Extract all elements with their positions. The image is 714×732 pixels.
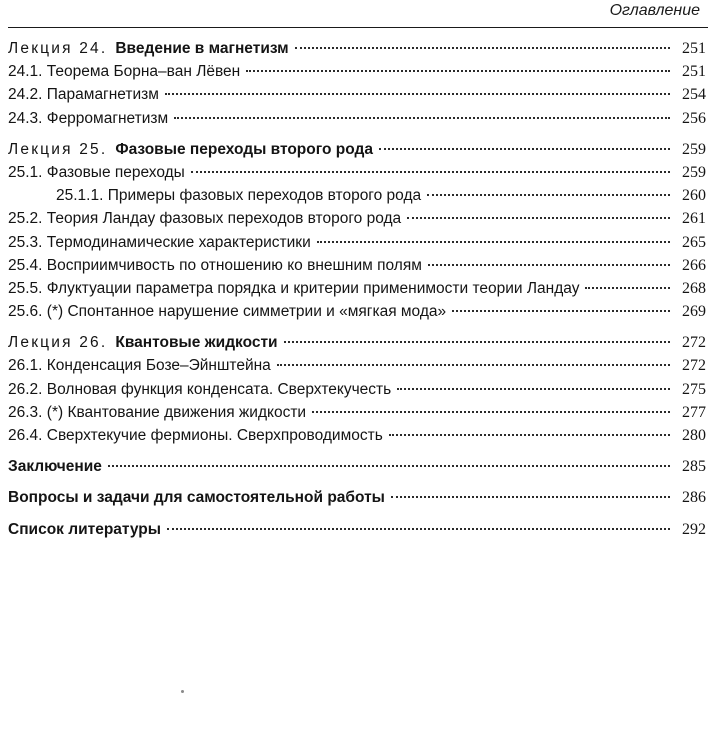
toc-entry-section-24-1[interactable] <box>8 63 706 86</box>
dot-leader <box>379 148 670 150</box>
section-title: 25.3. Термодинамические характеристики <box>8 233 311 251</box>
toc-entry-lecture-25[interactable] <box>8 141 706 164</box>
toc-entry-questions[interactable] <box>8 489 706 512</box>
section-title: 25.5. Флуктуации параметра порядка и критерии применимости теории Ландау <box>8 279 580 297</box>
toc-entry-conclusion[interactable] <box>8 458 706 481</box>
page-number: 280 <box>682 427 706 444</box>
toc-entry-section-25-5[interactable] <box>8 280 706 303</box>
section-title: 26.1. Конденсация Бозе–Эйнштейна <box>8 357 271 375</box>
dot-leader <box>407 217 670 219</box>
page-number: 272 <box>682 334 706 352</box>
toc-entry-section-25-4[interactable] <box>8 257 706 280</box>
page-number: 256 <box>682 109 706 127</box>
page-number: 277 <box>682 403 706 421</box>
toc-entry-section-24-3[interactable] <box>8 110 706 133</box>
toc-entry-lecture-24[interactable] <box>8 40 706 63</box>
lecture-title: Квантовые жидкости <box>115 334 278 352</box>
lecture-heading <box>8 334 278 352</box>
lecture-label: Лекция 26. <box>8 334 108 352</box>
section-title: 25.2. Теория Ландау фазовых переходов второго рода <box>8 210 402 228</box>
header-rule <box>8 27 708 28</box>
dot-leader <box>165 93 670 95</box>
page-number: 275 <box>682 380 706 398</box>
lecture-heading <box>8 40 289 58</box>
dot-leader <box>167 528 670 530</box>
back-matter-title: Вопросы и задачи для самостоятельной работы <box>8 489 385 507</box>
dot-leader <box>246 70 670 72</box>
lecture-label: Лекция 24. <box>8 40 108 57</box>
toc-entry-lecture-26[interactable] <box>8 334 706 357</box>
toc-entry-section-26-4[interactable] <box>8 427 706 450</box>
dot-leader <box>427 194 670 196</box>
dot-leader <box>452 310 670 312</box>
lecture-title: Введение в магнетизм <box>115 40 289 57</box>
section-title: 25.6. (*) Спонтанное нарушение симметрии и «мягкая мода» <box>8 303 447 321</box>
dot-leader <box>174 117 670 119</box>
toc-entry-section-24-2[interactable] <box>8 86 706 109</box>
section-title: 26.2. Волновая функция конденсата. Сверхтекучесть <box>8 380 392 398</box>
toc-entry-section-25-2[interactable] <box>8 210 706 233</box>
page-number: 251 <box>682 63 706 81</box>
page-number: 265 <box>682 233 706 251</box>
page-number: 254 <box>682 86 706 104</box>
toc-entry-section-25-6[interactable] <box>8 303 706 326</box>
page-number: 268 <box>682 279 706 297</box>
page-number: 292 <box>682 520 706 538</box>
toc-entry-section-26-2[interactable] <box>8 381 706 404</box>
section-title: 24.3. Ферромагнетизм <box>8 109 169 127</box>
page-number: 251 <box>682 40 706 57</box>
lecture-title: Фазовые переходы второго рода <box>115 140 373 158</box>
page-number: 285 <box>682 458 706 476</box>
dot-leader <box>312 411 670 413</box>
section-title: 24.2. Парамагнетизм <box>8 86 159 104</box>
subsection-title: 25.1.1. Примеры фазовых переходов второго рода <box>56 187 422 205</box>
section-title: 26.4. Сверхтекучие фермионы. Сверхпроводимость <box>8 427 383 444</box>
paper-speck <box>181 690 184 693</box>
section-title: 24.1. Теорема Борна–ван Лёвен <box>8 63 241 81</box>
dot-leader <box>277 364 670 366</box>
dot-leader <box>108 465 670 467</box>
section-title: 25.1. Фазовые переходы <box>8 163 185 181</box>
toc-entry-bibliography[interactable] <box>8 521 706 544</box>
dot-leader <box>284 341 670 343</box>
page-number: 259 <box>682 140 706 158</box>
lecture-heading <box>8 141 373 159</box>
dot-leader <box>317 241 670 243</box>
page-number: 286 <box>682 489 706 507</box>
back-matter-title: Список литературы <box>8 520 162 538</box>
page-number: 269 <box>682 303 706 321</box>
back-matter-title: Заключение <box>8 458 102 476</box>
dot-leader <box>397 388 670 390</box>
toc-entry-section-25-1[interactable] <box>8 164 706 187</box>
dot-leader <box>391 496 670 498</box>
page-number: 259 <box>682 163 706 181</box>
dot-leader <box>295 47 670 49</box>
running-head: Оглавление <box>609 2 700 19</box>
page-number: 261 <box>682 210 706 228</box>
page-number: 260 <box>682 187 706 205</box>
toc-entry-section-25-3[interactable] <box>8 234 706 257</box>
dot-leader <box>191 171 670 173</box>
dot-leader <box>585 287 670 289</box>
lecture-label: Лекция 25. <box>8 140 108 158</box>
section-title: 26.3. (*) Квантование движения жидкости <box>8 403 307 421</box>
table-of-contents <box>8 40 706 544</box>
dot-leader <box>389 434 670 436</box>
toc-entry-section-25-1-1[interactable] <box>8 187 706 210</box>
toc-entry-section-26-1[interactable] <box>8 357 706 380</box>
toc-entry-section-26-3[interactable] <box>8 404 706 427</box>
page-number: 272 <box>682 357 706 375</box>
dot-leader <box>428 264 670 266</box>
page-number: 266 <box>682 256 706 274</box>
section-title: 25.4. Восприимчивость по отношению ко внешним полям <box>8 256 422 274</box>
